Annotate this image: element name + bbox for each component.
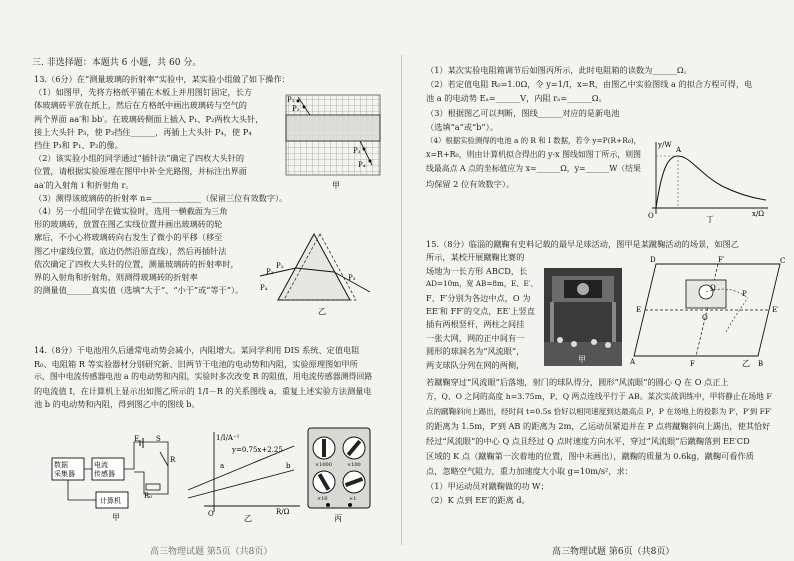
text-line: EE′和 FF′的交点，EE′上竖直: [426, 306, 535, 316]
text-line: 的距离为 1.5m，P′到 AB 的距离为 2m，乙运动员紧追并在 P 点将蹴鞠斜向上踢出，使其恰好: [426, 421, 771, 432]
field-c: C: [780, 257, 786, 265]
text-line: 池 a 的电动势 Eₐ=______V，内阻 rₐ=______Ω。: [426, 93, 607, 104]
text-line: 两支球队分列在网的两侧，: [426, 359, 525, 370]
circuit-s: S: [156, 435, 161, 443]
text-line: 点，忽略空气阻力，重力加速度大小取 g=10m/s²，求：: [426, 465, 633, 476]
ding-caption: 丁: [706, 215, 714, 224]
text-line: （1）甲运动员对蹴鞠做的功 W；: [426, 480, 549, 491]
text-line: 插有两根竖杆，两柱之间挂: [426, 319, 525, 330]
text-line: 图乙中虚线位置，底边仍然沿原直线），然后再插针法: [34, 245, 227, 256]
text-line: 14.（8分）干电池用久后通常电动势会减小，内阻增大。某同学利用 DIS 系统、定值电阻: [34, 345, 360, 355]
dial-10: ×10: [317, 496, 328, 502]
graph-origin: O: [208, 510, 214, 518]
circuit-r0: R₀: [144, 492, 153, 500]
circuit-box2-line2: 传感器: [94, 470, 115, 478]
q14-graph-ding: [642, 138, 772, 224]
field-e: E: [636, 306, 642, 314]
field-q: Q: [710, 284, 716, 292]
field-caption: 乙: [742, 359, 750, 368]
fig-jia-caption: 甲: [332, 181, 340, 190]
fig-yi-caption: 乙: [318, 307, 326, 316]
text-line: 点的蹴鞠斜向上踢出，经时间 t=0.5s 恰好以相同速度到达最高点 P，P 在场地上的投影为 P′，P′到 FF′: [426, 406, 772, 416]
text-line: 场地为一长方形 ABCD，长: [426, 265, 528, 276]
text-line: 体玻璃砖平放在纸上，然后在方格纸中画出玻璃砖与空气的: [34, 100, 247, 111]
field-o: O: [702, 314, 708, 322]
q13-figure-yi: [252, 230, 382, 318]
graph-ylabel: 1/I/A⁻¹: [216, 434, 240, 442]
field-f-prime: F′: [718, 256, 725, 264]
text-line: x=R+R₀，则由计算机拟合得出的 y-x 图线如图丁所示，则图: [426, 150, 642, 160]
label-yi-p1: P₁: [266, 268, 274, 276]
label-p4: P₄: [358, 161, 366, 169]
text-line: 若蹴鞠穿过“风流眼”后落地，射门的球队得分，圆形“风流眼”的圆心 Q 在 O 点正上: [426, 377, 729, 387]
text-line: 两个界面 aa′和 bb′。在玻璃砖侧面上插入 P₁、P₂两枚大头针，: [34, 113, 264, 124]
ding-xlabel: x/Ω: [752, 210, 765, 218]
text-line: （2）该实验小组的同学通过“插针法”确定了四枚大头针的: [34, 153, 245, 164]
ding-origin: O: [648, 212, 654, 220]
text-line: 廓后，不小心将玻璃砖向右发生了微小的平移（移至: [34, 232, 223, 243]
label-p1: P₁: [287, 96, 295, 104]
photo-caption: 甲: [578, 355, 586, 364]
text-line: 圆形的球洞名为“风流眼”，: [426, 346, 525, 357]
right-column: [402, 0, 794, 561]
circuit-e: E: [134, 435, 140, 443]
text-line: F、F′分别为各边中点，O 为: [426, 292, 531, 303]
text-line: （1）如图甲，先将方格纸平铺在木板上并用图钉固定，长方: [34, 87, 253, 98]
text-line: 均保留 2 位有效数字）。: [426, 178, 515, 189]
text-line: 的电流值 I，在计算机上显示出如图乙所示的 1/I－R 的关系图线 a，重复上述实验方法测量电: [34, 385, 372, 396]
text-line: （4）根据实验测得的电池 a 的 R 和 I 数据，若令 y=P(R+R₀)，: [426, 136, 641, 145]
circuit-box1-line2: 采集器: [54, 470, 75, 478]
label-yi-p4: P₄: [260, 284, 268, 292]
graph-line-b-label: b: [286, 462, 291, 470]
fig14-bing-caption: 丙: [334, 514, 342, 523]
q13-figure-jia: [282, 93, 386, 191]
section-header: 三. 非选择题：本题共 6 小题，共 60 分。: [32, 58, 202, 68]
footer-left: 高三物理试题 第5页（共8页）: [150, 547, 273, 557]
text-line: R₀、电阻箱 R 等实验器材分别研究新、旧两节干电池的电动势和内阻，实验原理图如甲所: [34, 358, 358, 369]
line-b: [188, 470, 294, 498]
text-line: 接上大头针 P₃，使 P₃挡住______，再插上大头针 P₄，使 P₄: [34, 126, 252, 137]
text-line: 池 b 的电动势和内阻，得到图乙中的图线 b。: [34, 399, 200, 410]
text-line: 线最高点 A 点的坐标值应为 x=______Ω，y=______W（结果: [426, 164, 641, 174]
text-line: （3）根据图乙可以判断，图线______对应的是新电池: [426, 107, 620, 118]
label-yi-p3: P₃: [348, 274, 356, 282]
field-f: F: [690, 360, 695, 368]
text-line: 示，图中电流传感器电池 a 的电动势和内阻，实验时多次改变 R 的阻值，用电流传感器测得回路: [34, 372, 373, 382]
text-line: （1）某次实验电阻箱调节后如图丙所示，此时电阻箱的读数为______Ω。: [426, 65, 692, 75]
circuit-box2-line1: 电流: [94, 461, 108, 469]
dial-1: ×1: [349, 496, 357, 502]
dial-1000: ×1000: [315, 462, 332, 468]
field-a: A: [630, 358, 636, 366]
text-line: （2）若定值电阻 R₀=1.0Ω，令 y=1/I，x=R，由图乙中实验图线 a 的拟合方程可得，电: [426, 79, 753, 90]
q15-photo-jia: [544, 268, 622, 366]
text-line: 经过“风流眼”的中心 Q 点且经过 Q 点时速度方向水平，穿过“风流眼”后蹴鞠落到 EE′CD: [426, 436, 750, 447]
text-line: 形的玻璃砖，放置在图乙实线位置并画出玻璃砖的轮: [34, 219, 223, 230]
label-p3: P₃: [353, 147, 361, 155]
text-line: 区域的 K 点（蹴鞠第一次着地的位置，图中未画出），蹴鞠的质量为 0.6kg，蹴鞠可看作质: [426, 451, 754, 461]
q14-resistance-box: [306, 426, 372, 524]
text-line: （4）另一小组同学在做实验时，选用一横截面为三角: [34, 206, 228, 216]
text-line: 所示，某校开展蹴鞠比赛的: [426, 252, 525, 263]
text-line: 挡住 P₃和 P₁、P₂的像。: [34, 140, 123, 150]
text-line: aa′的入射角 i 和折射角 r。: [34, 179, 134, 190]
text-line: AD=10m，宽 AB=8m，E、E′、: [426, 279, 538, 289]
fig14-yi-caption: 乙: [244, 514, 252, 522]
text-line: （2）K 点到 EE′的距离 d。: [426, 495, 530, 506]
text-line: 界的入射角和折射角，则测得玻璃砖的折射率: [34, 272, 198, 282]
fig14-jia-caption: 甲: [112, 513, 120, 522]
field-b: B: [758, 360, 764, 368]
label-yi-p2: P₂: [276, 262, 284, 270]
circuit-r: R: [170, 456, 176, 464]
photo-scene: [544, 268, 622, 366]
footer-right: 高三物理试题 第6页（共8页）: [552, 547, 675, 557]
graph-xlabel: R/Ω: [276, 508, 290, 516]
field-d: D: [650, 256, 656, 264]
text-line: 的测量值______真实值（选填“大于”、“小于”或“等于”）。: [34, 285, 244, 296]
text-line: 15.（8分）临淄的蹴鞠有史料记载的最早足球活动，图甲是某蹴鞠活动的场景，如图乙: [426, 239, 739, 249]
q15-field-diagram: [630, 254, 794, 370]
q14-circuit-jia: [48, 432, 178, 522]
ding-point-a: A: [676, 146, 682, 154]
dial-100: ×100: [347, 462, 361, 468]
text-line: 方，Q、O 之间的高度 h=3.75m，P、Q 两点连线平行于 AB。某次实战训练中，甲将静止在场地 F: [426, 391, 772, 401]
q14-graph-yi: [186, 428, 304, 522]
graph-line-a-label: a: [220, 462, 225, 470]
graph-equation: y=0.75x+2.25: [232, 446, 283, 454]
text-line: （3）测得该玻璃砖的折射率 n=____________（保留三位有效数字）。: [34, 192, 288, 203]
text-line: （选填“a”或“b”）。: [426, 121, 498, 132]
field-e-prime: E′: [772, 306, 779, 314]
circuit-box1-line1: 数据: [54, 461, 68, 469]
text-line: 位置，请根据实验原理在图甲中补全光路图，并标注出界面: [34, 166, 247, 177]
circuit-box3: 计算机: [100, 497, 121, 505]
text-line: 一张大网，网的正中间有一: [426, 332, 525, 343]
text-line: 13.（6分）在“测量玻璃的折射率”实验中，某实验小组做了如下操作：: [34, 74, 290, 84]
ding-ylabel: y/W: [658, 141, 672, 149]
text-line: 依次确定了四枚大头针的位置，测量玻璃砖的折射率时，: [34, 258, 239, 269]
label-p2: P₂: [292, 105, 300, 113]
field-p: P: [742, 290, 747, 298]
